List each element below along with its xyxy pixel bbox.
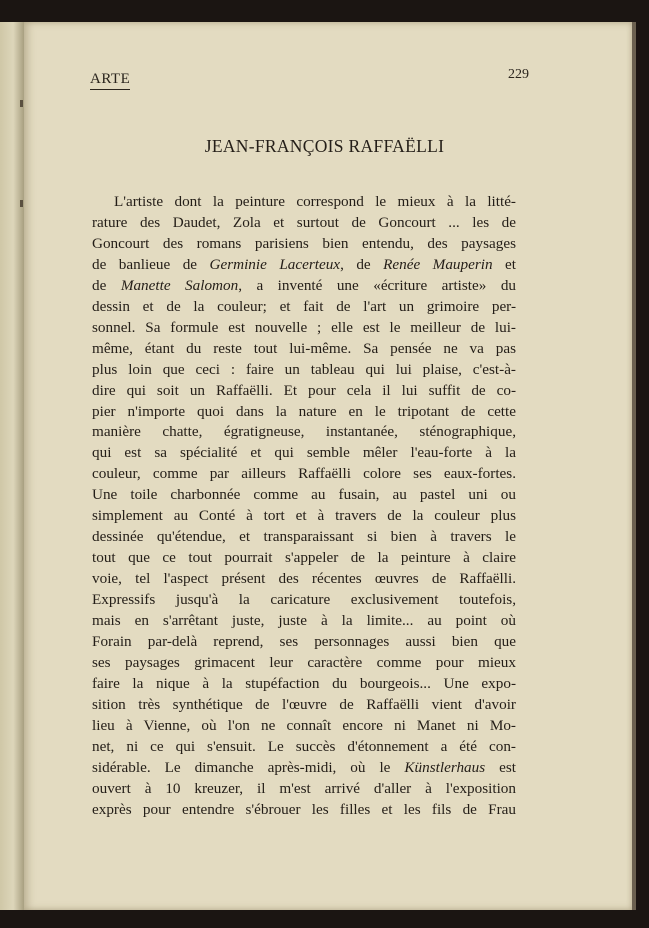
text-run: couleur, comme par ailleurs Raffaëlli colore ses eaux-fortes.	[92, 465, 516, 483]
text-run: lieu à Vienne, où l'on ne connaît encore ni Manet ni Mo-	[92, 716, 516, 734]
text-line	[92, 800, 516, 821]
text-run: et	[492, 255, 516, 273]
page-edge-mark	[20, 100, 23, 107]
text-line	[92, 443, 516, 464]
text-run: qui est sa spécialité et qui semble mêler l'eau-forte à la	[92, 444, 516, 462]
text-line	[92, 737, 516, 758]
text-run: sonnel. Sa formule est nouvelle ; elle est le meilleur de lui-	[92, 318, 516, 336]
text-line	[92, 779, 516, 800]
text-run: manière chatte, égratigneuse, instantanée, sténographique,	[92, 423, 516, 441]
text-run: sidérable. Le dimanche après-midi, où le	[92, 758, 405, 776]
text-run: Forain par-delà reprend, ses personnages aussi bien que	[92, 633, 516, 651]
text-run: ses paysages grimacent leur caractère comme pour mieux	[92, 653, 516, 671]
text-run: simplement au Conté à tort et à travers de la couleur plus	[92, 507, 516, 525]
text-run: plus loin que ceci : faire un tableau qui lui plaise, c'est-à-	[92, 360, 516, 378]
text-line	[92, 569, 516, 590]
text-line	[92, 297, 516, 318]
text-run: pier n'importe quoi dans la nature en le tripotant de cette	[92, 402, 516, 420]
text-run: tout que ce tout pourrait s'appeler de la peinture à claire	[92, 549, 516, 567]
text-run: dessin et de la couleur; et fait de l'art un grimoire per-	[92, 297, 516, 315]
page-edge-mark	[20, 200, 23, 207]
text-line	[92, 506, 516, 527]
text-line	[92, 611, 516, 632]
article-title: JEAN-FRANÇOIS RAFFAËLLI	[204, 136, 445, 156]
text-line	[92, 213, 516, 234]
text-run: dessinée qu'étendue, et transparaissant si bien à travers le	[92, 528, 516, 546]
italic-title: Germinie Lacerteux	[209, 255, 341, 273]
text-line	[92, 464, 516, 485]
text-run: rature des Daudet, Zola et surtout de Goncourt ... les de	[92, 213, 516, 231]
text-run: exprès pour entendre s'ébrouer les filles et les fils de Frau	[92, 800, 516, 818]
text-line	[92, 192, 516, 213]
text-run: de	[92, 276, 121, 294]
text-run: sition très synthétique de l'œuvre de Raffaëlli vient d'avoir	[92, 695, 516, 713]
text-line	[92, 318, 516, 339]
text-line	[92, 276, 516, 297]
text-run: dire qui soit un Raffaëlli. Et pour cela il lui suffit de co-	[92, 381, 516, 399]
text-line	[92, 695, 516, 716]
text-run: mais en s'arrêtant juste, juste à la limite... au point où	[92, 612, 516, 630]
text-line	[92, 360, 516, 381]
text-line	[92, 255, 516, 276]
text-run: net, ni ce qui s'ensuit. Le succès d'étonnement a été con-	[92, 737, 516, 755]
text-run: faire la nique à la stupéfaction du bourgeois... Une expo-	[92, 674, 516, 692]
text-line	[92, 674, 516, 695]
text-run: Expressifs jusqu'à la caricature exclusivement toutefois,	[92, 591, 516, 609]
page-number: 229	[508, 67, 529, 82]
text-line	[92, 234, 516, 255]
text-line	[92, 527, 516, 548]
text-run: ouvert à 10 kreuzer, il m'est arrivé d'aller à l'exposition	[92, 779, 516, 797]
text-line	[92, 590, 516, 611]
text-run: Une toile charbonnée comme au fusain, au pastel uni ou	[92, 486, 516, 504]
text-run: voie, tel l'aspect présent des récentes œuvres de Raffaëlli.	[92, 570, 516, 588]
text-run: , de	[340, 255, 384, 273]
text-line	[92, 402, 516, 423]
text-run: L'artiste dont la peinture correspond le mieux à la litté-	[114, 193, 516, 210]
running-head: ARTE	[90, 71, 130, 90]
text-line	[92, 716, 516, 737]
text-line	[92, 422, 516, 443]
text-line	[92, 381, 516, 402]
text-line	[92, 653, 516, 674]
text-line	[92, 548, 516, 569]
text-run: de banlieue de	[92, 255, 210, 273]
italic-title: Manette Salomon	[120, 276, 239, 294]
text-run: même, étant du reste tout lui-même. Sa pensée ne va pas	[92, 339, 516, 357]
article-body	[92, 192, 516, 821]
italic-title: Künstlerhaus	[404, 758, 486, 776]
text-line	[92, 485, 516, 506]
italic-title: Renée Mauperin	[383, 255, 493, 273]
text-run: , a inventé une «écriture artiste» du	[238, 276, 516, 294]
text-run: est	[485, 758, 516, 776]
text-line	[92, 632, 516, 653]
text-run: Goncourt des romans parisiens bien entendu, des paysages	[92, 234, 516, 252]
text-line	[92, 758, 516, 779]
text-line	[92, 339, 516, 360]
